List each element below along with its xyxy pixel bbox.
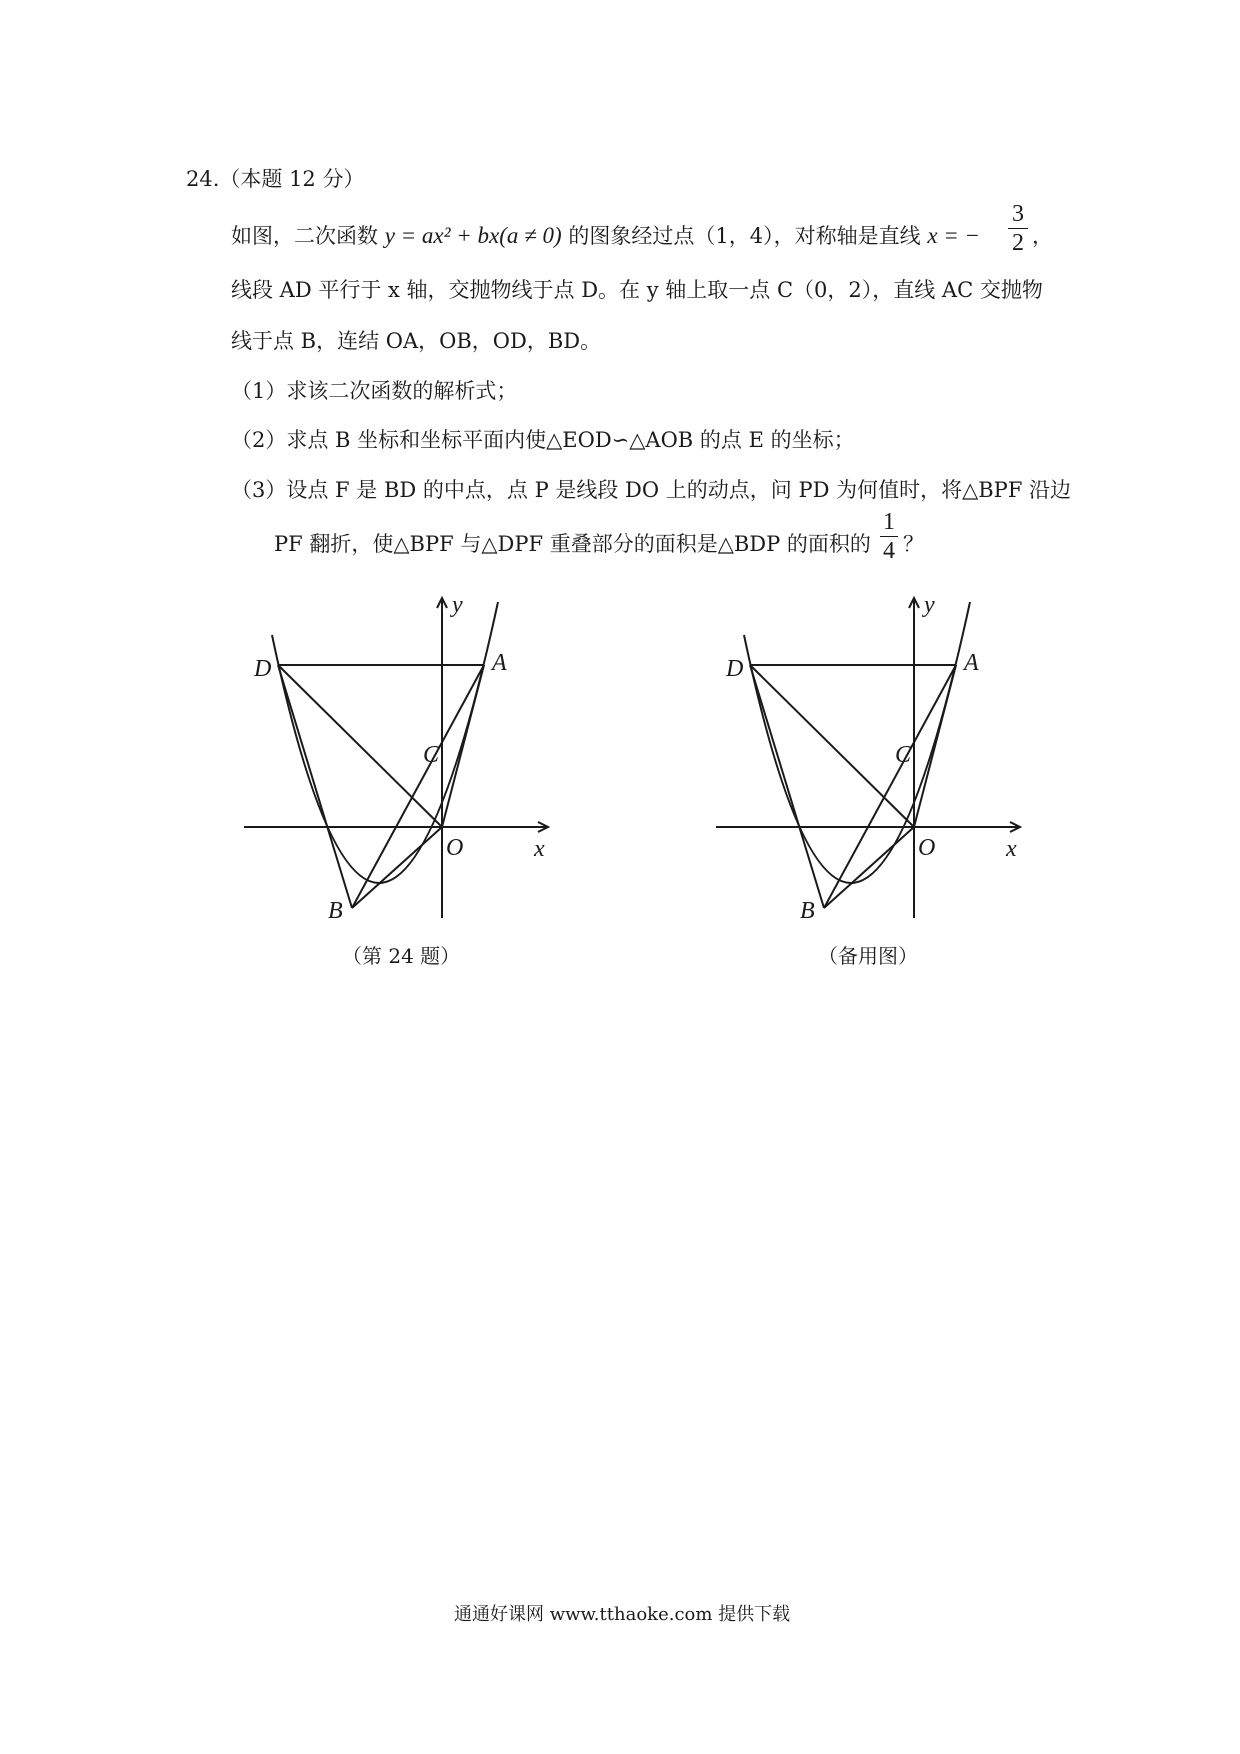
label-x: x bbox=[1006, 836, 1017, 862]
part-1: （1）求该二次函数的解析式； bbox=[231, 379, 518, 403]
intro-text-b: 的图象经过点（1，4），对称轴是直线 bbox=[568, 224, 921, 248]
intro-line-3: 线于点 B，连结 OA，OB，OD，BD。 bbox=[231, 329, 602, 353]
segment-OA bbox=[442, 665, 484, 827]
label-y: y bbox=[924, 592, 935, 618]
figure-main-caption: （第 24 题） bbox=[342, 944, 461, 968]
label-D: D bbox=[726, 656, 744, 682]
segment-OB bbox=[352, 827, 442, 908]
label-A: A bbox=[964, 650, 979, 676]
part-2: （2）求点 B 坐标和坐标平面内使△EOD∽△AOB 的点 E 的坐标； bbox=[231, 428, 855, 452]
figure-main bbox=[240, 590, 570, 920]
label-y: y bbox=[452, 592, 463, 618]
intro-comma: ， bbox=[1032, 224, 1053, 248]
segment-AC-line bbox=[352, 665, 484, 908]
intro-line-1 bbox=[231, 220, 980, 250]
part-3-end: ？ bbox=[903, 532, 924, 556]
figure-backup-caption: （备用图） bbox=[818, 944, 918, 968]
label-D: D bbox=[254, 656, 272, 682]
label-C: C bbox=[423, 742, 440, 768]
segment-AC-line bbox=[824, 665, 956, 908]
footer-source: 通通好课网 www.tthaoke.com 提供下载 bbox=[454, 1604, 791, 1625]
label-O: O bbox=[918, 835, 936, 861]
label-A: A bbox=[492, 650, 507, 676]
intro-text-a: 如图，二次函数 bbox=[231, 224, 378, 248]
label-x: x bbox=[534, 836, 545, 862]
intro-line-2: 线段 AD 平行于 x 轴，交抛物线于点 D。在 y 轴上取一点 C（0，2），直线 AC 交抛物 bbox=[231, 278, 1043, 302]
axis-fraction-numerator: 3 bbox=[1012, 201, 1024, 227]
part-3-line-2: PF 翻折，使△BPF 与△DPF 重叠部分的面积是△BDP 的面积的 bbox=[274, 532, 871, 556]
label-B: B bbox=[328, 898, 343, 920]
axis-fraction-denominator: 2 bbox=[1012, 230, 1024, 256]
label-C: C bbox=[895, 742, 912, 768]
label-B: B bbox=[800, 898, 815, 920]
segment-OB bbox=[824, 827, 914, 908]
quadratic-formula: y = ax² + bx(a ≠ 0) bbox=[384, 223, 562, 248]
part-3-fraction bbox=[880, 508, 898, 565]
axis-fraction bbox=[1008, 200, 1028, 257]
part-3-line-1: （3）设点 F 是 BD 的中点，点 P 是线段 DO 上的动点，问 PD 为何值时，将△BPF 沿边 bbox=[231, 478, 1072, 502]
axis-equation: x = − bbox=[927, 223, 981, 248]
label-O: O bbox=[446, 835, 464, 861]
segment-OA bbox=[914, 665, 956, 827]
figure-backup bbox=[712, 590, 1042, 920]
part-3-fraction-denominator: 4 bbox=[883, 538, 895, 564]
question-heading: 24.（本题 12 分） bbox=[186, 167, 365, 191]
part-3-fraction-numerator: 1 bbox=[883, 509, 895, 535]
